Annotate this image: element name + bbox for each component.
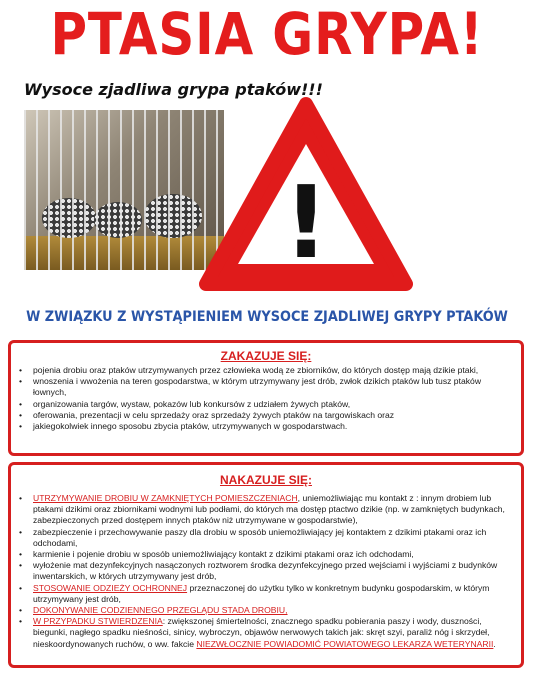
list-item: • organizowania targów, wystaw, pokazów lub konkursów z udziałem żywych ptaków, [33,399,511,410]
orders-heading: NAKAZUJE SIĘ: [219,473,312,487]
poster-subtitle: Wysoce zjadliwa grypa ptaków!!! [24,80,323,99]
prohibitions-heading: ZAKAZUJE SIĘ: [220,349,312,363]
highlight-text: NIEZWŁOCZNIE POWIADOMIĆ POWIATOWEGO LEKARZA WETERYNARII [196,638,494,649]
highlight-text: UTRZYMYWANIE DROBIU W ZAMKNIĘTYCH POMIESZCZENIACH [33,493,298,503]
item-text: . [493,638,496,649]
highlight-text: W PRZYPADKU STWIERDZENIA [33,616,163,627]
list-item: • karmienie i pojenie drobiu w sposób uniemożliwiający kontakt z dzikimi ptakami oraz ich odchodami, [33,549,511,560]
exclamation-mark: ! [283,164,329,281]
orders-list [11,493,521,650]
list-item: • wyłożenie mat dezynfekcyjnych nasączonych roztworem środka dezynfekcyjnego przed wejściami i wyjściami z budynków inwentarskich, w których utrzymywany jest drób, [33,560,511,582]
list-item: • oferowania, prezentacji w celu sprzedaży oraz sprzedaży żywych ptaków na targowiskach oraz [33,410,511,421]
item-text: przeznaczonej do użytku tylko w konkretnym budynku gospodarskim, w którym utrzymywany jest drób, [33,582,490,604]
poster-title: PTASIA GRYPA! [50,0,484,68]
list-item [33,616,511,650]
prohibitions-list [11,365,521,432]
announcement-banner: W ZWIĄZKU Z WYSTĄPIENIEM WYSOCE ZJADLIWEJ GRYPY PTAKÓW [26,309,508,325]
list-item: • wnoszenia i wwożenia na teren gospodarstwa, w którym utrzymywany jest drób, zwłok dzikich ptaków lub tusz ptaków łownych, [33,376,511,398]
list-item: • pojenia drobiu oraz ptaków utrzymywanych przez człowieka wodą ze zbiorników, do których dostęp mają dzikie ptaki, [33,365,511,376]
list-item: • jakiegokolwiek innego sposobu zbycia ptaków, utrzymywanych w gospodarstwach. [33,421,511,432]
orders-box [8,462,524,668]
item-text: , uniemożliwiając mu kontakt z : innym drobiem lub ptakami dzikimi oraz zbiornikami wodnymi lub podłami, do których ma dostęp ptactwo dzikie (np. w zamkniętych budynkach, zabezpieczonych przed dostępem innych ptaków niż utrzymywane w gospodarstwie), [33,493,505,526]
list-item: • zabezpieczenie i przechowywanie paszy dla drobiu w sposób uniemożliwiający jej kontaktem z dzikimi ptakami oraz ich odchodami, [33,527,511,549]
list-item [33,605,511,616]
item-text: : zwiększonej śmiertelności, znacznego spadku pobierania paszy i wody, duszności, biegunki, nagłego spadku nieśności, sinicy, wybroczyn, objawów nerwowych takich jak: skręt szyi, paraliż nóg i skrzydeł, nieskoordynowanych ruchów, o ww. fakcie [33,616,490,649]
prohibitions-box [8,340,524,456]
highlight-text: STOSOWANIE ODZIEŻY OCHRONNEJ [33,582,188,593]
poultry-photo [24,110,224,270]
warning-triangle-icon [196,94,416,294]
highlight-text: DOKONYWANIE CODZIENNEGO PRZEGLĄDU STADA DROBIU, [33,605,288,616]
list-item [33,583,511,605]
list-item [33,493,511,527]
cage-bars [24,110,224,270]
